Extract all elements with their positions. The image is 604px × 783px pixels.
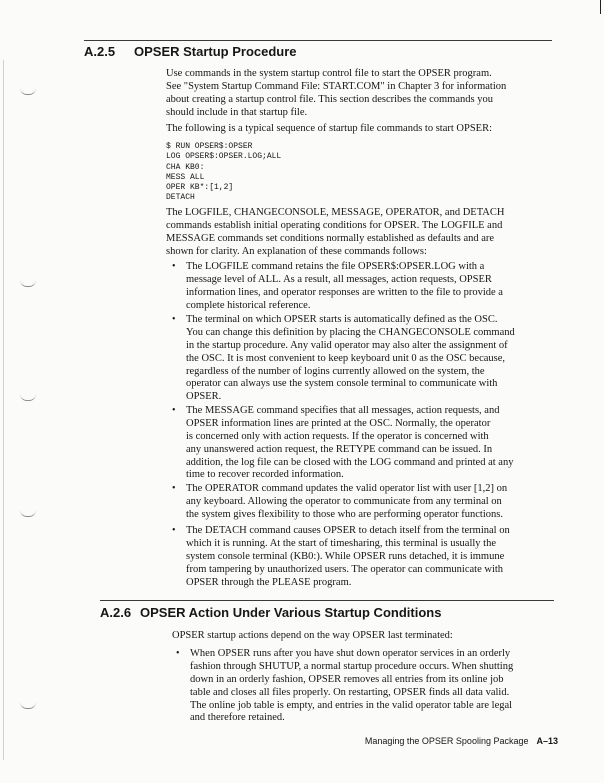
section-intro: Use commands in the system startup control file to start the OPSER program. See "System Startup Command File: START.COM" in Chapter 3 for information about creating a startup control file. This section describes the commands you should include in that startup file. bbox=[166, 68, 507, 118]
section-rule bbox=[84, 40, 552, 41]
bullet-operator: The OPERATOR command updates the valid operator list with user [1,2] on any keyboard. Allowing the operator to communicate from any terminal on the system gives flexibility to those who are performing operator functions. bbox=[186, 483, 508, 520]
page-footer bbox=[365, 736, 558, 746]
bullet-marker: • bbox=[172, 405, 176, 416]
scan-edge-line bbox=[3, 60, 4, 760]
section-number: A.2.6 bbox=[100, 605, 132, 620]
binder-hole-mark bbox=[20, 394, 36, 401]
bullet-shutup: When OPSER runs after you have shut down operator services in an orderly fashion through SHUTUP, a normal startup procedure occurs. When shutting down in an orderly fashion, OPSER removes all entries from its online job table and closes all files properly. On restarting, OPSER finds all data valid. The online job table is empty, and entries in the valid operator table are legal and therefore retained. bbox=[190, 648, 514, 724]
bullet-marker: • bbox=[176, 648, 180, 659]
section-intro: OPSER startup actions depend on the way OPSER last terminated: bbox=[172, 630, 453, 641]
section-number: A.2.5 bbox=[84, 44, 116, 59]
bullet-message: The MESSAGE command specifies that all messages, action requests, and OPSER information lines are printed at the OSC. Normally, the operator is concerned only with action requests. If the operator is concerned with any unanswered action request, the RETYPE command can be issued. In addition, the log file can be closed with the LOG command and printed at any time to recover recorded information. bbox=[186, 405, 514, 481]
section-rule bbox=[100, 600, 554, 601]
bullet-marker: • bbox=[172, 483, 176, 494]
code-block: $ RUN OPSER$:OPSER LOG OPSER$:OPSER.LOG;ALL CHA KB0: MESS ALL OPER KB*:[1,2] DETACH bbox=[166, 142, 282, 203]
section-title: OPSER Action Under Various Startup Conditions bbox=[140, 605, 442, 620]
binder-hole-mark bbox=[20, 88, 36, 95]
bullet-logfile: The LOGFILE command retains the file OPSER$:OPSER.LOG with a message level of ALL. As a result, all messages, action requests, OPSER information lines, and operator responses are written to the file to provide a complete historical reference. bbox=[186, 261, 503, 311]
sequence-intro: The following is a typical sequence of startup file commands to start OPSER: bbox=[166, 123, 493, 134]
binder-hole-mark bbox=[20, 280, 36, 287]
commands-explanation: The LOGFILE, CHANGECONSOLE, MESSAGE, OPERATOR, and DETACH commands establish initial operating conditions for OPSER. The LOGFILE and MESSAGE commands set conditions normally established as defaults and are shown for clarity. An explanation of these commands follows: bbox=[166, 207, 505, 257]
binder-hole-mark bbox=[20, 702, 36, 709]
bullet-marker: • bbox=[172, 261, 176, 272]
scan-corner-mark bbox=[600, 0, 601, 14]
footer-title: Managing the OPSER Spooling Package bbox=[364, 736, 529, 746]
bullet-changeconsole: The terminal on which OPSER starts is automatically defined as the OSC. You can change this definition by placing the CHANGECONSOLE command in the startup procedure. Any valid operator may also alter the assignment of the OSC. It is most convenient to keep keyboard unit 0 as the OSC because, regardless of the number of logins currently allowed on the system, the operator can always use the system console terminal to communicate with OPSER. bbox=[186, 314, 515, 403]
bullet-detach: The DETACH command causes OPSER to detach itself from the terminal on which it is running. At the start of timesharing, this terminal is usually the system console terminal (KB0:). While OPSER runs detached, it is immune from tampering by unauthorized users. The operator can communicate with OPSER through the PLEASE program. bbox=[186, 525, 510, 588]
bullet-marker: • bbox=[172, 525, 176, 536]
binder-hole-mark bbox=[20, 510, 36, 517]
bullet-marker: • bbox=[172, 314, 176, 325]
section-title: OPSER Startup Procedure bbox=[134, 44, 297, 59]
page-number: A–13 bbox=[536, 736, 558, 746]
